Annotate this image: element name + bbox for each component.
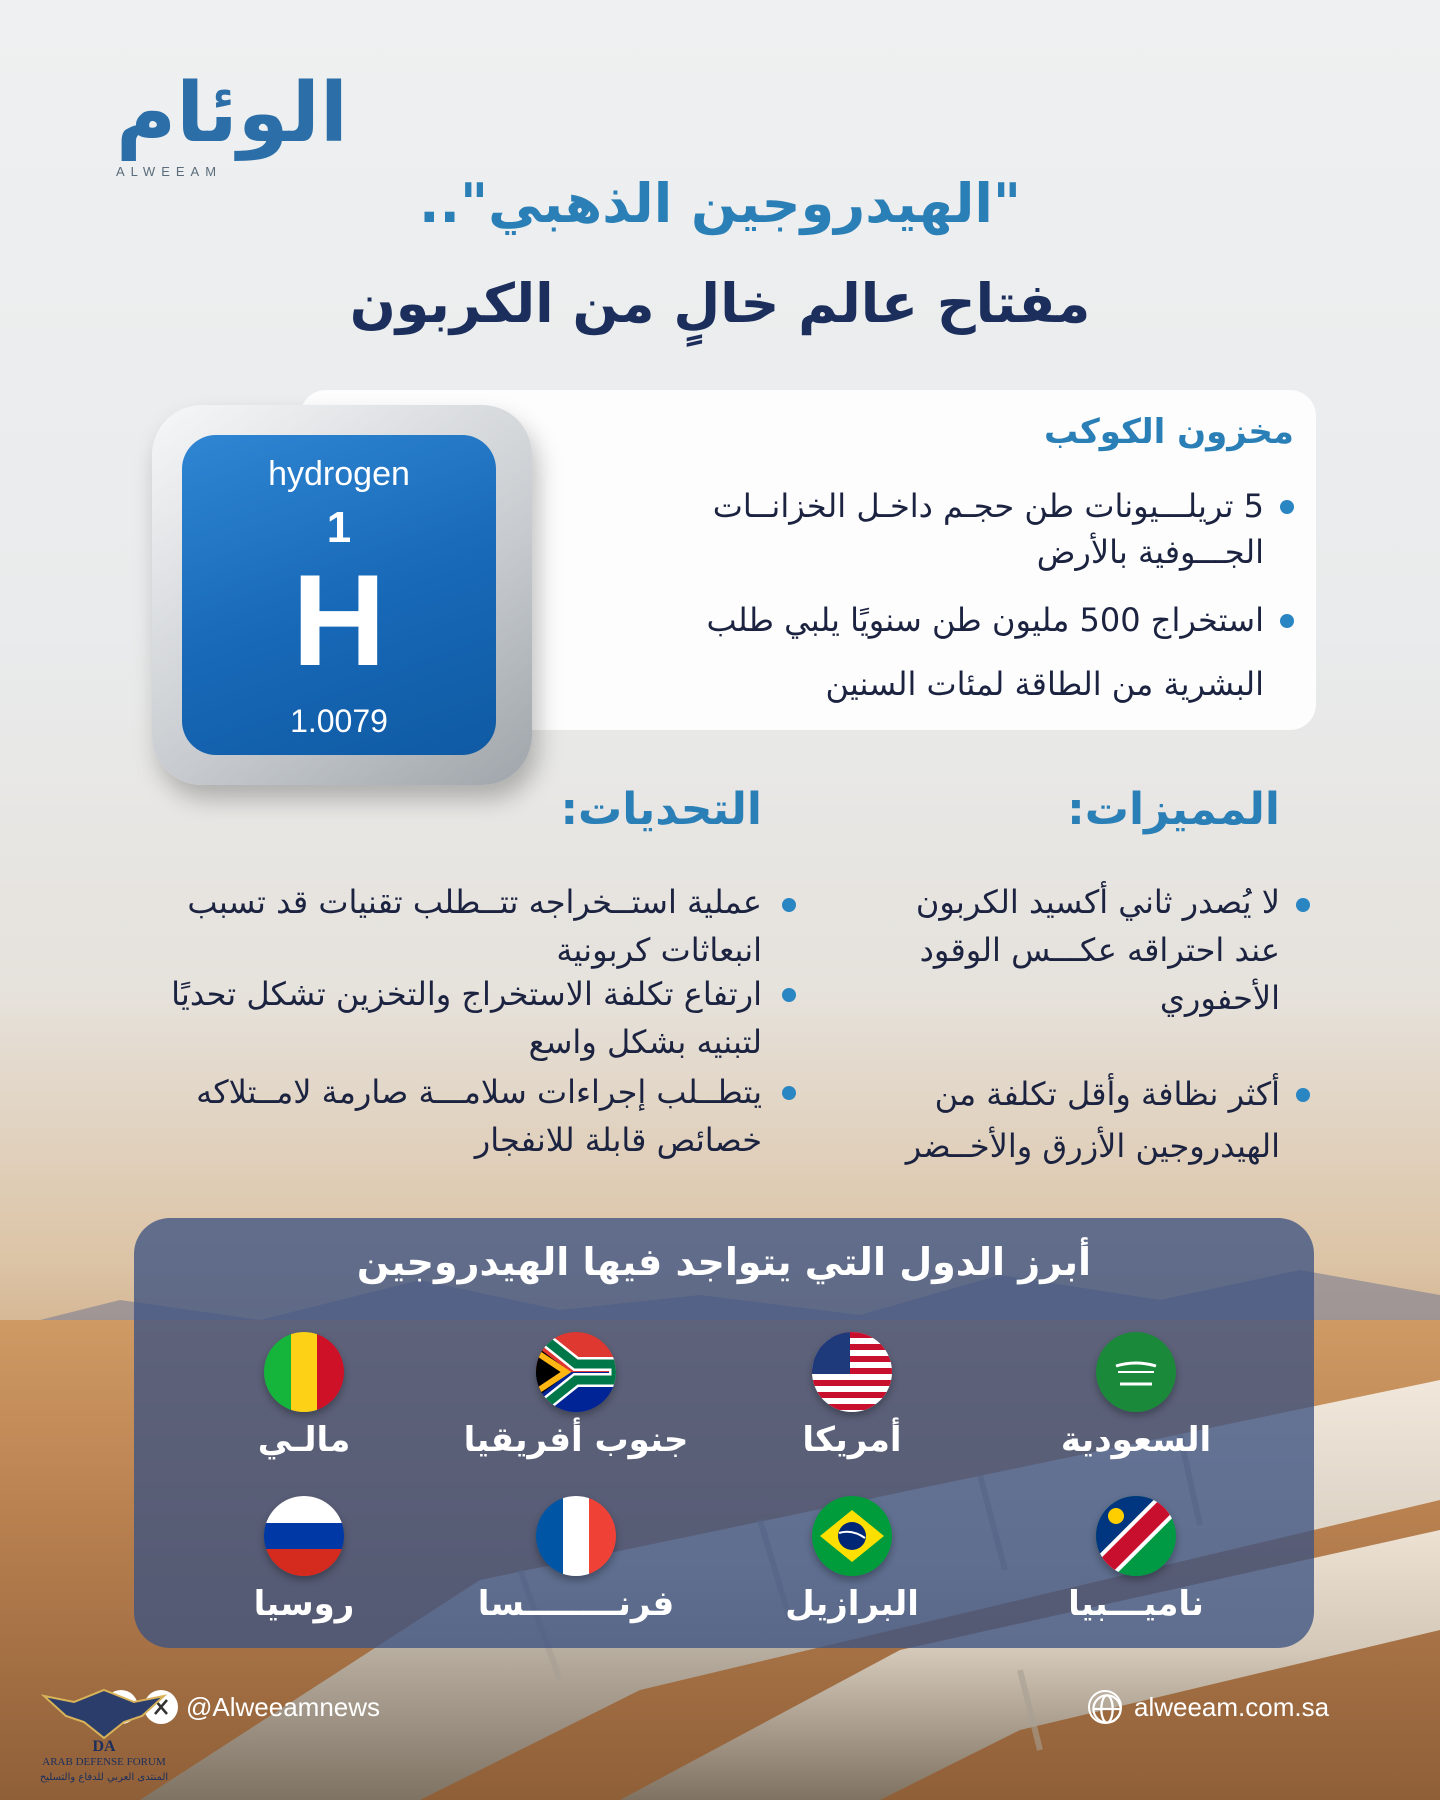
- challenge-2-line-1: ارتفاع تكلفة الاستخراج والتخزين تشكل تحديًا: [171, 975, 762, 1013]
- challenge-1-line-2: انبعاثات كربونية: [556, 931, 762, 969]
- alweeam-logo: [98, 64, 358, 188]
- brazil-flag-icon: [812, 1496, 892, 1576]
- reserve-title: مخزون الكوكب: [1044, 412, 1294, 452]
- element-number: 1: [326, 503, 352, 552]
- badge-initials: DA: [92, 1738, 116, 1755]
- hydrogen-element-tile: [152, 405, 532, 785]
- arab-defense-forum-badge: [24, 1682, 184, 1792]
- logo-english-text: ALWEEAM: [116, 164, 223, 179]
- reserve-item-1-line-1: 5 تريلـــيونات طن حجـم داخـل الخزانــات: [712, 487, 1264, 525]
- challenge-1-line-1: عملية استــخراجه تتــطلب تقنيات قد تسبب: [187, 883, 762, 921]
- south-africa-flag-icon: [536, 1332, 616, 1412]
- logo-arabic-text: الوئام: [116, 66, 348, 161]
- element-mass: 1.0079: [290, 703, 388, 739]
- namibia-flag-icon: [1096, 1496, 1176, 1576]
- france-flag-icon: [536, 1496, 616, 1576]
- bullet-dot-icon: [1280, 500, 1294, 514]
- headline-line-2: مفتاح عالم خالٍ من الكربون: [349, 272, 1091, 335]
- saudi-flag-icon: [1096, 1332, 1176, 1412]
- eagle-emblem-icon: [24, 1682, 184, 1742]
- challenge-3-line-1: يتطــلب إجراءات سلامـــة صارمة لامــتلاكه: [196, 1073, 762, 1111]
- mali-flag-icon: [264, 1332, 344, 1412]
- advantage-1-line-1: لا يُصدر ثاني أكسيد الكربون: [915, 883, 1280, 921]
- badge-arabic-text: المنتدى العربي للدفاع والتسليح: [39, 1772, 169, 1783]
- reserve-item-2-line-1: استخراج 500 مليون طن سنويًا يلبي طلب: [706, 601, 1264, 639]
- bullet-dot-icon: [1296, 1088, 1310, 1102]
- headline-line-1: "الهيدروجين الذهبي"..: [418, 172, 1022, 235]
- bullet-dot-icon: [782, 898, 796, 912]
- advantage-1-line-2: عند احتراقه عكـــس الوقود: [919, 931, 1280, 969]
- country-name: البرازيل: [785, 1584, 919, 1624]
- country-name: روسيا: [253, 1584, 355, 1624]
- country-name: جنوب أفريقيا: [463, 1420, 689, 1460]
- social-handle[interactable]: @Alweeamnews: [186, 1692, 381, 1722]
- element-name: hydrogen: [268, 455, 410, 493]
- advantage-2-line-1: أكثر نظافة وأقل تكلفة من: [934, 1075, 1280, 1113]
- countries-title: أبرز الدول التي يتواجد فيها الهيدروجين: [356, 1240, 1092, 1284]
- usa-flag-icon: [812, 1332, 892, 1412]
- russia-flag-icon: [264, 1496, 344, 1576]
- country-name: السعودية: [1060, 1420, 1212, 1460]
- advantages-title: المميزات:: [1067, 784, 1280, 835]
- website-link[interactable]: alweeam.com.sa: [1134, 1692, 1330, 1722]
- bullet-dot-icon: [782, 988, 796, 1002]
- country-name: أمريكا: [802, 1420, 902, 1460]
- challenge-3-line-2: خصائص قابلة للانفجار: [474, 1121, 762, 1159]
- advantage-2-line-2: الهيدروجين الأزرق والأخــضر: [905, 1127, 1280, 1165]
- bullet-dot-icon: [1280, 614, 1294, 628]
- country-name: مالـي: [257, 1420, 351, 1460]
- country-name: فرنــــــــسا: [477, 1584, 675, 1624]
- globe-icon: [1088, 1690, 1122, 1724]
- advantage-1-line-3: الأحفوري: [1159, 979, 1280, 1017]
- bullet-dot-icon: [1296, 898, 1310, 912]
- bullet-dot-icon: [782, 1086, 796, 1100]
- challenge-2-line-2: لتبنيه بشكل واسع: [528, 1023, 762, 1061]
- challenges-title: التحديات:: [560, 784, 762, 835]
- element-symbol: H: [292, 547, 386, 693]
- reserve-item-2-line-2: البشرية من الطاقة لمئات السنين: [825, 665, 1264, 703]
- reserve-item-1-line-2: الجـــوفية بالأرض: [1036, 533, 1264, 571]
- country-name: ناميـــبيا: [1068, 1584, 1204, 1624]
- badge-english-text: ARAB DEFENSE FORUM: [42, 1756, 166, 1768]
